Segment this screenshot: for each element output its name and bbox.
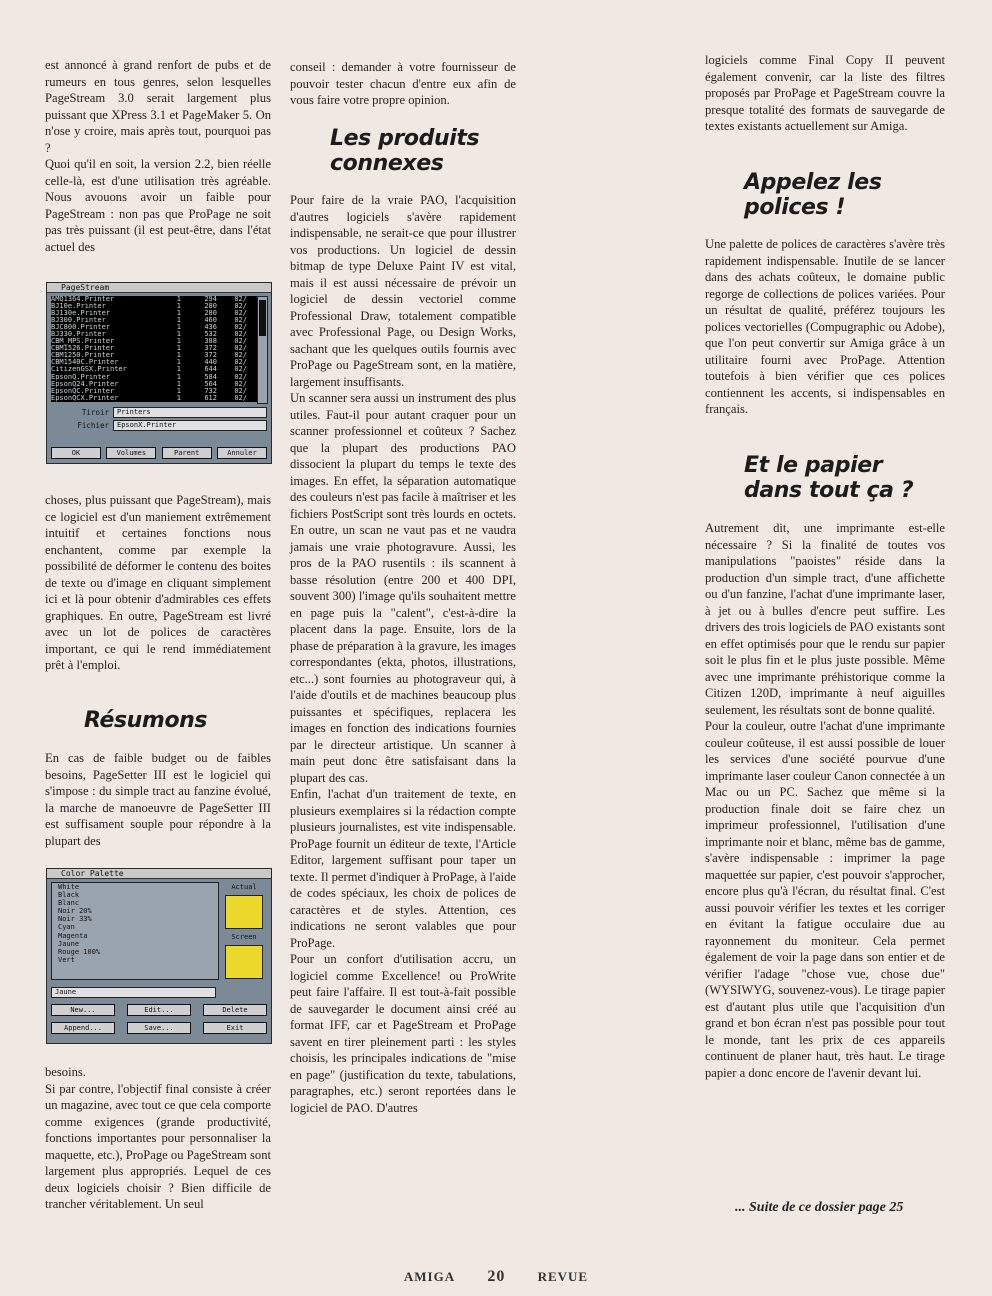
paragraph: Pour un confort d'utilisation accru, un logiciel comme Excellence! ou ProWrite peut faire l'affaire. Il est tout-à-fait possible de sauvegarder le document ainsi créé au format IFF, car et PageStream et ProPage savent en tirer pleinement parti : les styles choisis, les principales indications de "mise en page" (justification du texte, tabulations, paragraphes, etc.) seront reportées dans le logiciel de PAO. D'autres — [290, 952, 516, 1115]
paragraph: Enfin, l'achat d'un traitement de texte, en plusieurs exemplaires si la rédaction compte plusieurs journalistes, est vite indispensable. ProPage fournit un éditeur de texte, l'Article Editor, largement suffisant pour taper un texte. Il permet d'indiquer à ProPage, à l'aide de codes spéciaux, les choix de polices de caractères et de styles. Attention, ces indications ne seront valables que pour ProPage. — [290, 787, 516, 950]
list-item — [51, 395, 257, 402]
magazine-name-right: REVUE — [537, 1269, 589, 1284]
heading-line: Appelez les — [744, 170, 882, 195]
list-item: Black — [58, 891, 80, 900]
save-button: Save... — [127, 1022, 191, 1034]
paragraph: Pour faire de la vraie PAO, l'acquisition d'autres logiciels s'avère rapidement indispensable, ne serait-ce que pour illustrer vos productions. Un logiciel de dessin bitmap de type Deluxe Paint IV est vital, mais il est aussi nécessaire de prévoir un logiciel de dessin vectoriel comme Professional Draw, totalement compatible avec Professional Page, ou Design Works, sachant que les quelques outils fournis avec ProPage ou PageStream sont, en la matière, largement insuffisants. — [290, 193, 516, 389]
window-title: PageStream — [47, 283, 271, 293]
column-1-middle — [45, 492, 271, 674]
list-cell: 294 — [204, 296, 217, 303]
list-cell: BJC800.Printer — [51, 324, 111, 332]
list-cell: 02/ — [234, 386, 247, 395]
delete-button: Delete — [203, 1004, 267, 1016]
requester-buttons — [51, 447, 267, 459]
actual-swatch — [225, 895, 263, 929]
list-cell: 02/ — [234, 365, 247, 374]
new-button: New... — [51, 1004, 115, 1016]
paragraph: En cas de faible budget ou de faibles besoins, PageSetter III est le logiciel qui s'impose : du simple tract au fanzine évolué, la marche de manoeuvre de PageSetter III est suffisament souple pour répondre à la plupart des — [45, 751, 271, 848]
list-cell: 460 — [204, 316, 217, 325]
list-cell: BJ130e.Printer — [51, 310, 111, 318]
list-cell: EpsonQ24.Printer — [51, 380, 119, 388]
list-cell: 02/ — [234, 337, 247, 346]
list-cell: BJ330.Printer — [51, 331, 106, 339]
list-item — [51, 345, 257, 352]
heading-et-le-papier — [744, 453, 913, 503]
drawer-field: Printers — [113, 407, 267, 418]
list-cell: 280 — [204, 302, 217, 311]
list-cell: 1 — [176, 302, 181, 311]
paragraph: Une palette de polices de caractères s'avère très rapidement indispensable. Inutile de se lancer dans des achats coûteux, le domaine public regorge de collections de polices variées. Pour un résultat de qualité, préférez toujours les polices vectorielles (Compugraphic ou Adobe), que l'on peut convertir sur Amiga grâce à un utilitaire fourni avec ProPage. Attention toutefois à bien vérifier que ces polices contiennent les accents, si indispensables en français. — [705, 237, 945, 416]
list-cell: 02/ — [234, 302, 247, 311]
list-item: Vert — [58, 955, 75, 964]
heading-line: connexes — [330, 151, 444, 176]
list-cell: 1 — [176, 316, 181, 325]
list-item: Magenta — [58, 931, 88, 940]
list-cell: 388 — [204, 337, 217, 346]
list-item: Rouge 100% — [58, 947, 101, 956]
paragraph: Autrement dit, une imprimante est-elle nécessaire ? Si la finalité de toutes vos manipulations "paoistes" réside dans la production d'un simple tract, d'une affichette ou d'un fanzine, l'achat d'une imprimante laser, à jet ou à bulles d'encre peut suffire. Les drivers des trois logiciels de PAO existants sont en effet optimisés pour que le rendu sur papier soit le plus fin et le plus juste possible. Même avec une imprimante préhistorique comme la Citizen 120D, imprimante à neuf aiguilles seulement, les résultats sont de bonne qualité. — [705, 521, 945, 717]
list-cell: CBM1526.Printer — [51, 345, 115, 353]
list-cell: 1 — [176, 358, 181, 367]
list-cell: 440 — [204, 358, 217, 367]
list-cell: 1 — [176, 296, 181, 303]
printer-requester-screenshot — [46, 282, 272, 464]
list-item — [51, 324, 257, 331]
list-item — [51, 317, 257, 324]
magazine-name-left: AMIGA — [403, 1269, 456, 1284]
list-cell: EpsonQCX.Printer — [51, 394, 119, 402]
exit-button: Exit — [203, 1022, 267, 1034]
list-cell: CBM1540C.Printer — [51, 359, 119, 367]
printer-file-list — [51, 296, 257, 402]
list-cell: BJ300.Printer — [51, 317, 106, 325]
paragraph: Pour la couleur, outre l'achat d'une imprimante couleur coûteuse, il est aussi possible de louer les services d'une société pourvue d'une imprimante laser couleur Canon connectée à un Mac ou un PC. Sachez que même si la production finale doit se faire chez un imprimeur professionnel, l'utilisation d'une imprimante noir et blanc, même bas de gamme, s'avère indispensable : imprimer la page maquettée sur papier, c'est pouvoir s'approcher, encore plus qu'à l'écran, du résultat final. C'est aussi pouvoir vérifier les textes et les corriger en évitant la fatigue occulaire due au rayonnement du moniteur. Cela permet également de voir la page dans son entier et de vérifier l'adage "chose vue, chose due" (WYSIWYG, souvenez-vous). Le tirage papier est d'autant plus utile que l'acquisition d'un grand et bon écran n'est pas possible pour tout le monde, tant les prix de ces appareils continuent de planer haut, très haut. Le tirage papier a donc encore de l'avenir devant lui. — [705, 719, 945, 1080]
list-cell: 532 — [204, 330, 217, 339]
actual-label: Actual — [231, 883, 257, 891]
list-cell: 1 — [176, 379, 181, 388]
heading-line: Et le papier — [744, 453, 883, 478]
file-row — [51, 420, 267, 431]
list-cell: EpsonQ.Printer — [51, 373, 111, 381]
color-name-field: Jaune — [51, 987, 216, 998]
list-cell: 732 — [204, 386, 217, 395]
column-1-top — [45, 57, 271, 255]
column-2-body — [290, 192, 516, 1116]
list-item — [51, 296, 257, 303]
list-item: Noir 20% — [58, 907, 92, 916]
list-item — [51, 381, 257, 388]
file-label: Fichier — [77, 421, 109, 430]
list-cell: 1 — [176, 344, 181, 353]
list-cell: AMQ1364.Printer — [51, 296, 115, 303]
paragraph: conseil : demander à votre fournisseur de pouvoir tester chacun d'entre eux afin de vous faire votre propre opinion. — [290, 60, 516, 107]
list-item — [51, 310, 257, 317]
list-cell: 02/ — [234, 379, 247, 388]
column-2-top — [290, 59, 516, 109]
list-cell: 02/ — [234, 316, 247, 325]
parent-button: Parent — [162, 447, 212, 459]
append-button: Append... — [51, 1022, 115, 1034]
list-cell: 02/ — [234, 358, 247, 367]
paragraph: Un scanner sera aussi un instrument des plus utiles. Faut-il pour autant craquer pour un scanner professionnel et coûteux ? Sachez que la plupart des productions PAO dissocient la plupart du temps le texte des images. En effet, la séparation automatique des couleurs n'est pas facile à maîtriser et les fichiers PostScript sont très lourds en octets. En outre, un scan ne vaut pas et ne vaudra jamais une vraie photogravure. Aussi, les pros de la PAO rusentils : ils scannent à basse résolution (entre 200 et 400 DPI, souvent 300) l'image qu'ils souhaitent mettre en page puis la "calent", c'est-à-dire la placent dans la page. Ensuite, lors de la phase de préparation à la gravure, les images correspondantes (ekta, photos, illustrations, etc...) sont fournies au photograveur qui, à l'aide d'outils et de machines beaucoup plus puissantes et spécifiques, replacera les images en fonction des indications fournies par le directeur artistique. Un scanner à main peut donc être satisfaisant dans la plupart des cas. — [290, 391, 516, 785]
list-cell: 02/ — [234, 372, 247, 381]
list-cell: 584 — [204, 372, 217, 381]
heading-line: dans tout ça ? — [744, 478, 914, 503]
list-item — [51, 388, 257, 395]
list-cell: 02/ — [234, 330, 247, 339]
list-cell: BJ10e.Printer — [51, 303, 106, 311]
scrollbar — [257, 296, 268, 404]
column-3-polices — [705, 236, 945, 418]
list-item: Cyan — [58, 923, 75, 932]
screen-label: Screen — [231, 933, 257, 941]
color-palette-screenshot — [46, 868, 272, 1044]
heading-produits-connexes — [330, 126, 479, 176]
list-cell: 1 — [176, 393, 181, 402]
list-item — [51, 338, 257, 345]
list-item: Blanc — [58, 899, 80, 908]
window-title: Color Palette — [47, 869, 271, 879]
heading-line: polices ! — [744, 195, 846, 220]
list-cell: 02/ — [234, 296, 247, 303]
paragraph: logiciels comme Final Copy II peuvent également convenir, car la liste des filtres proposés par ProPage et PageStream couvre la presque totalité des formats de sauvegarde de textes existants actuellement sur Amiga. — [705, 53, 945, 133]
palette-buttons-row-1 — [51, 1004, 267, 1016]
list-cell: 1 — [176, 337, 181, 346]
list-cell: CBM_MPS.Printer — [51, 338, 115, 346]
list-item — [51, 366, 257, 373]
list-cell: 1 — [176, 323, 181, 332]
column-3-top — [705, 52, 945, 135]
heading-line: Les produits — [330, 126, 480, 151]
list-cell: 02/ — [234, 393, 247, 402]
list-item: White — [58, 883, 80, 891]
list-cell: 280 — [204, 309, 217, 318]
page-footer — [0, 1268, 992, 1286]
palette-buttons-row-2 — [51, 1022, 267, 1034]
column-1-resumons — [45, 750, 271, 849]
heading-resumons: Résumons — [84, 708, 208, 733]
paragraph: besoins. — [45, 1065, 86, 1079]
list-cell: 02/ — [234, 309, 247, 318]
volumes-button: Volumes — [106, 447, 156, 459]
ok-button: OK — [51, 447, 101, 459]
page-number: 20 — [487, 1268, 506, 1285]
scrollbar-thumb — [259, 300, 266, 336]
heading-appelez-les-polices — [744, 170, 882, 220]
list-item — [51, 359, 257, 366]
list-item: Jaune — [58, 939, 80, 948]
list-item — [51, 303, 257, 310]
column-3-papier — [705, 520, 945, 1081]
list-cell: CBM1250.Printer — [51, 352, 115, 360]
column-1-bottom — [45, 1064, 271, 1213]
list-cell: 644 — [204, 365, 217, 374]
list-cell: EpsonQC.Printer — [51, 387, 115, 395]
list-item — [51, 331, 257, 338]
list-cell: 02/ — [234, 351, 247, 360]
list-item: Noir 33% — [58, 915, 92, 924]
list-cell: 1 — [176, 309, 181, 318]
paragraph: Si par contre, l'objectif final consiste à créer un magazine, avec tout ce que cela comporte comme exigences (grande productivité, fonctions importantes pour personnaliser la maquette, etc.), ProPage ou PageStream sont largement plus appropriés. Lequel de ces deux logiciels choisir ? Bien difficile de trancher véritablement. Un seul — [45, 1081, 271, 1211]
list-cell: 564 — [204, 379, 217, 388]
list-cell: 1 — [176, 372, 181, 381]
list-cell: 372 — [204, 351, 217, 360]
paragraph: est annoncé à grand renfort de pubs et de rumeurs en tous genres, selon lesquelles PageStream 3.0 serait largement plus puissant que XPress 3.1 et PageMaker 5. On n'ose y croire, mais après tout, pourquoi pas ? — [45, 58, 271, 155]
list-cell: 02/ — [234, 344, 247, 353]
list-cell: 1 — [176, 365, 181, 374]
list-cell: CitizenGSX.Printer — [51, 366, 127, 374]
color-list — [51, 882, 219, 980]
file-field: EpsonX.Printer — [113, 420, 267, 431]
screen-swatch — [225, 945, 263, 979]
list-cell: 02/ — [234, 323, 247, 332]
list-cell: 436 — [204, 323, 217, 332]
list-cell: 1 — [176, 351, 181, 360]
paragraph: Quoi qu'il en soit, la version 2.2, bien réelle celle-là, est d'une utilisation très agréable. Nous avouons avoir un faible pour PageStream : non pas que ProPage ne soit pas très puissant (il est peut-être, dans l'état actuel des — [45, 157, 271, 254]
edit-button: Edit... — [127, 1004, 191, 1016]
list-cell: 612 — [204, 393, 217, 402]
list-cell: 1 — [176, 330, 181, 339]
continued-note: ... Suite de ce dossier page 25 — [735, 1200, 904, 1215]
drawer-row — [51, 407, 267, 418]
list-item — [51, 374, 257, 381]
cancel-button: Annuler — [217, 447, 267, 459]
list-item — [51, 352, 257, 359]
list-cell: 372 — [204, 344, 217, 353]
drawer-label: Tiroir — [81, 408, 109, 417]
list-cell: 1 — [176, 386, 181, 395]
paragraph: choses, plus puissant que PageStream), mais ce logiciel est d'un maniement extrêmement intuitif et certaines fonctions nous enchantent, comme par exemple la possibilité de déformer le contenu des boites de texte ou d'image en cliquant simplement ici et là pour obtenir d'admirables ces effets graphiques. En outre, PageStream est livré avec un lot de polices de caractères important, ce qui le rend immédiatement prêt à l'emploi. — [45, 493, 271, 672]
